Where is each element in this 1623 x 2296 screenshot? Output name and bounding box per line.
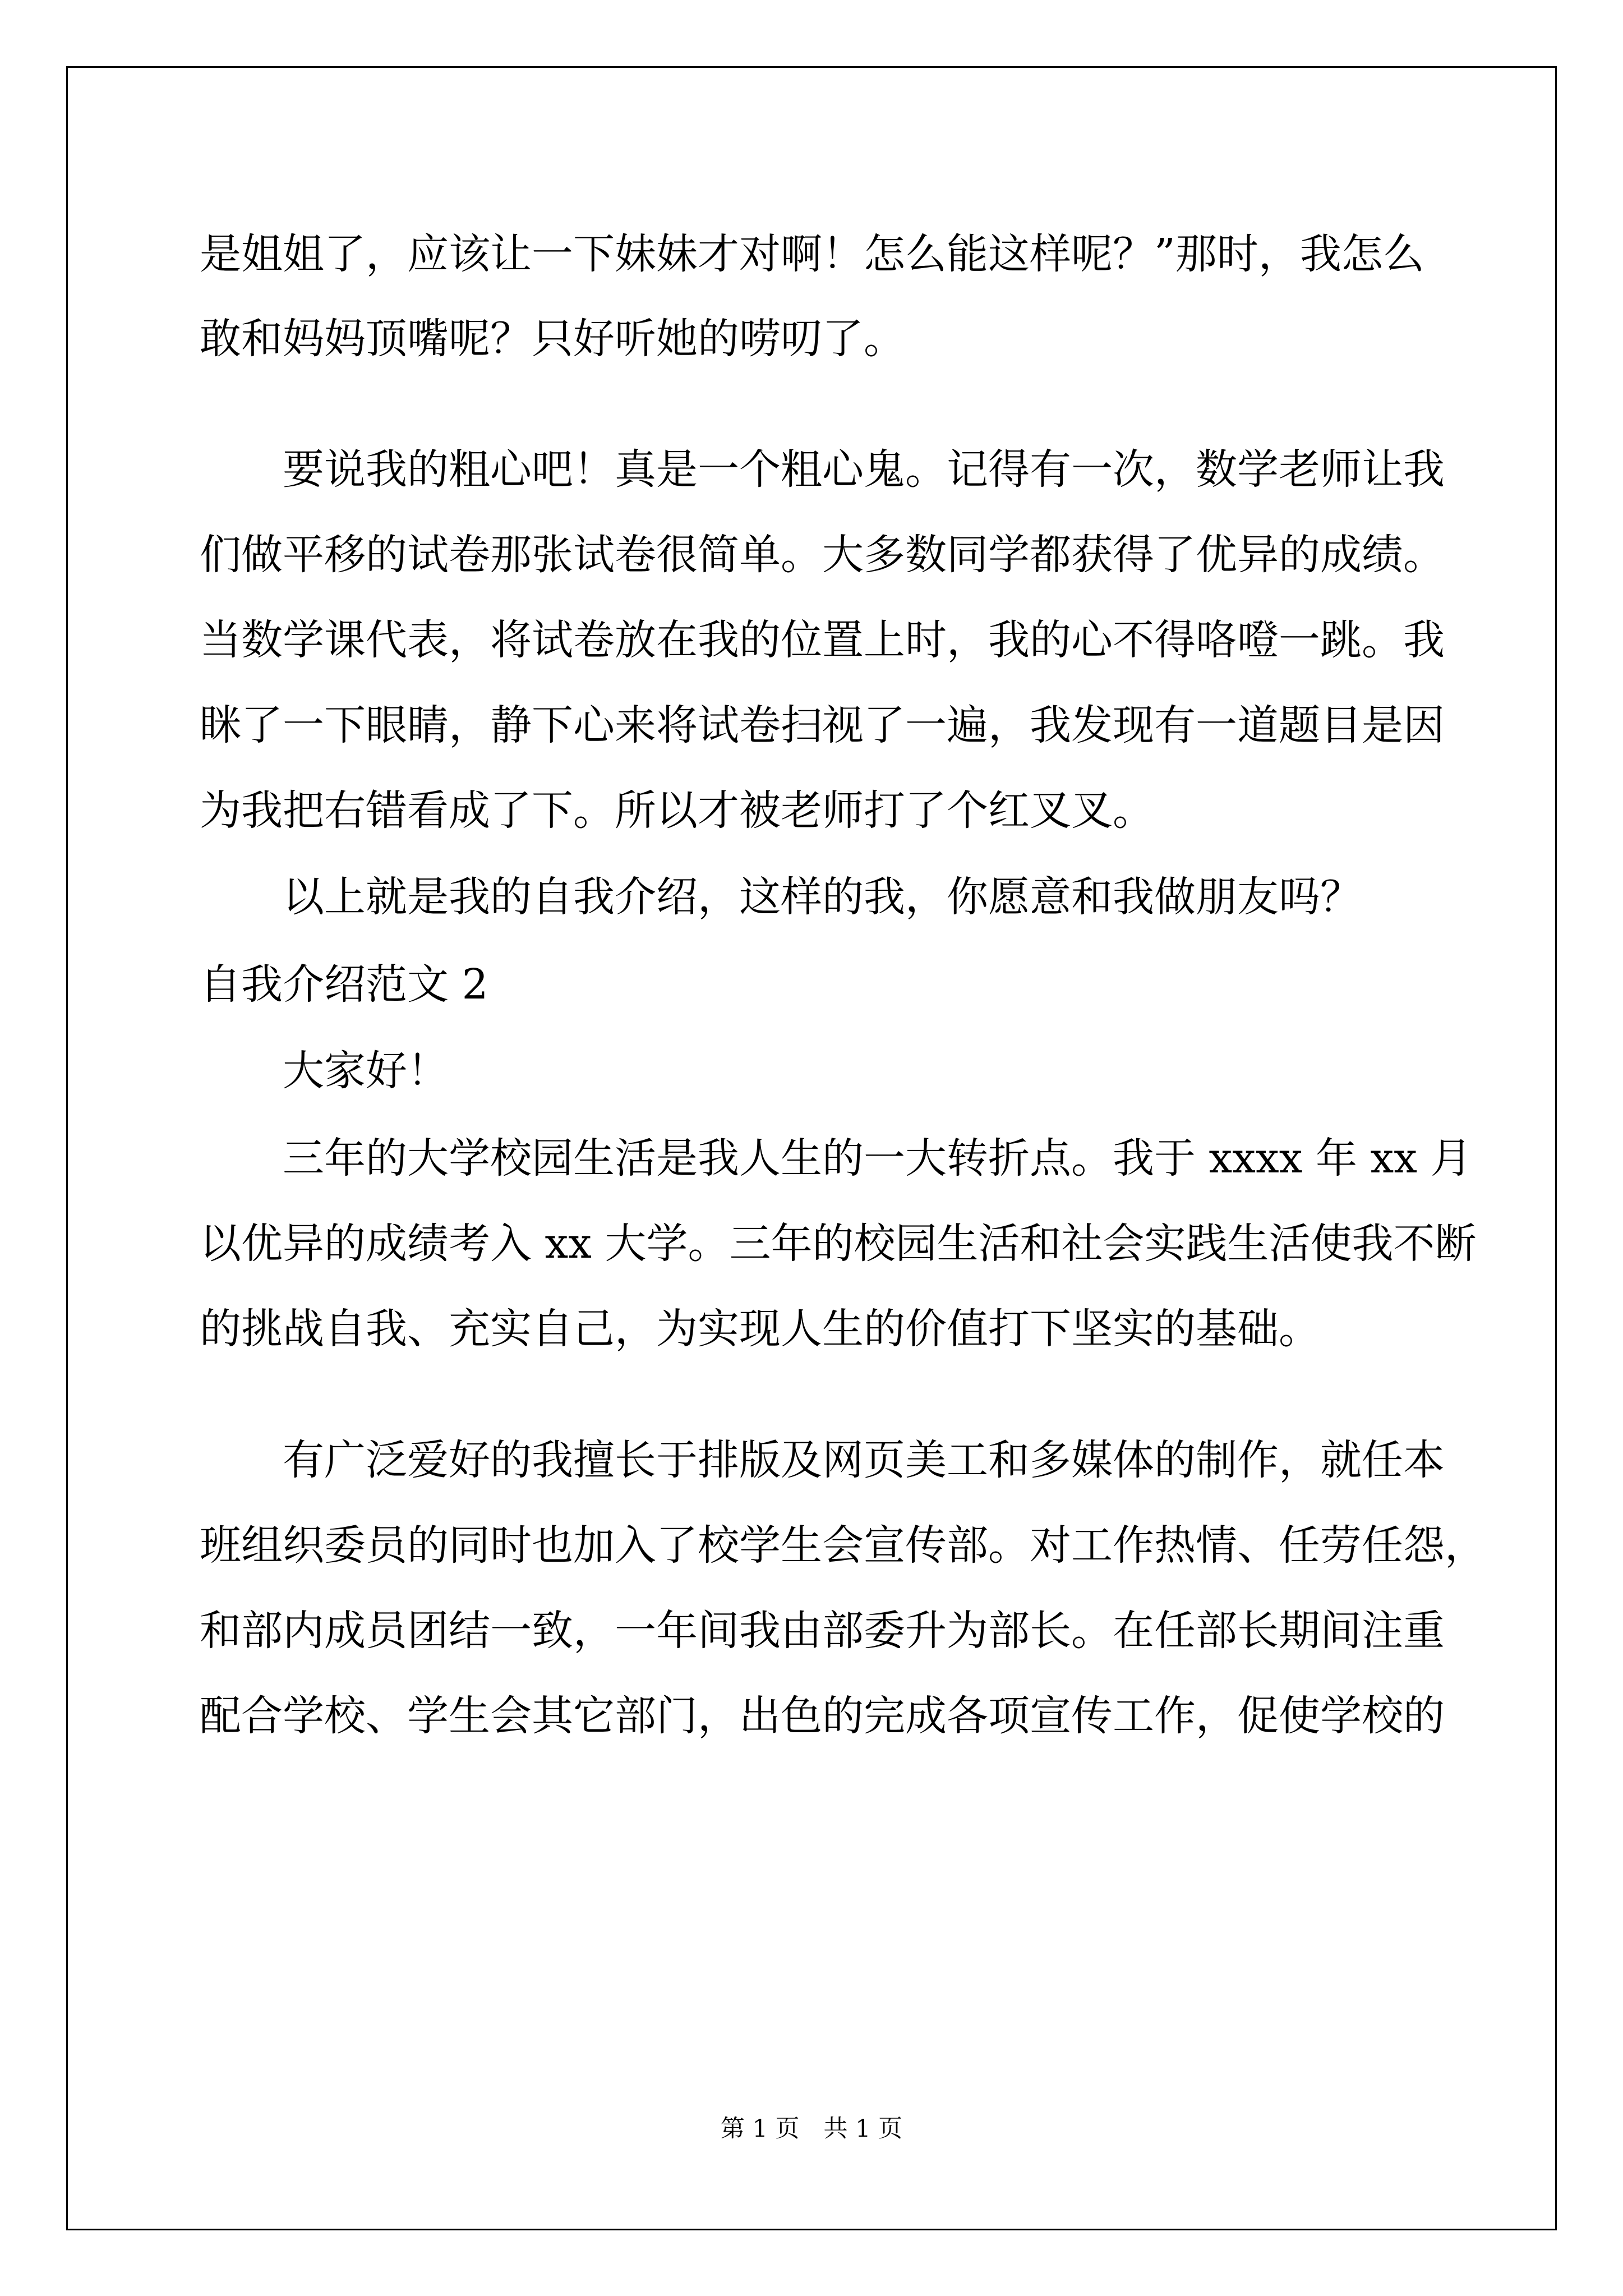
paragraph-line: 为我把右错看成了下。所以才被老师打了个红叉叉。	[200, 786, 1154, 835]
paragraph-line: 有广泛爱好的我擅长于排版及网页美工和多媒体的制作，就任本	[283, 1436, 1445, 1484]
paragraph-line: 三年的大学校园生活是我人生的一大转折点。我于 xxxx 年 xx 月	[283, 1134, 1472, 1182]
paragraph-line: 当数学课代表，将试卷放在我的位置上时，我的心不得咯噔一跳。我	[200, 616, 1445, 664]
paragraph-line: 的挑战自我、充实自己，为实现人生的价值打下坚实的基础。	[200, 1305, 1320, 1353]
section-heading: 自我介绍范文 2	[200, 960, 488, 1009]
paragraph-line: 班组织委员的同时也加入了校学生会宣传部。对工作热情、任劳任怨，	[200, 1521, 1486, 1570]
paragraph-line: 敢和妈妈顶嘴呢？只好听她的唠叨了。	[200, 315, 905, 363]
paragraph-line: 是姐姐了，应该让一下妹妹才对啊！怎么能这样呢？”那时，我怎么	[200, 230, 1424, 278]
paragraph-line: 配合学校、学生会其它部门，出色的完成各项宣传工作，促使学校的	[200, 1692, 1445, 1740]
paragraph-line: 眯了一下眼睛，静下心来将试卷扫视了一遍，我发现有一道题目是因	[200, 701, 1445, 749]
paragraph-line: 以上就是我的自我介绍，这样的我，你愿意和我做朋友吗？	[283, 873, 1362, 921]
greeting-line: 大家好！	[283, 1047, 449, 1095]
page-footer: 第 1 页 共 1 页	[720, 2115, 903, 2143]
paragraph-line: 和部内成员团结一致，一年间我由部委升为部长。在任部长期间注重	[200, 1607, 1445, 1655]
paragraph-line: 们做平移的试卷那张试卷很简单。大多数同学都获得了优异的成绩。	[200, 531, 1445, 579]
paragraph-line: 要说我的粗心吧！真是一个粗心鬼。记得有一次，数学老师让我	[283, 445, 1445, 494]
paragraph-line: 以优异的成绩考入 xx 大学。三年的校园生活和社会实践生活使我不断	[200, 1220, 1477, 1268]
